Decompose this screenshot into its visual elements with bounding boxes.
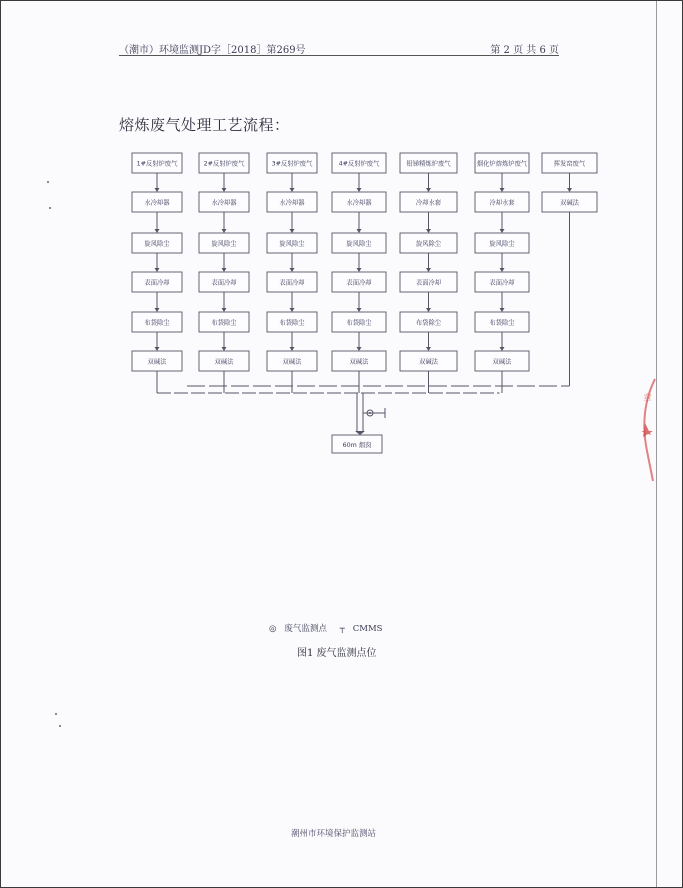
process-box-label: 布袋除尘: [415, 319, 442, 327]
flow-arrow-head: [426, 347, 431, 351]
flow-arrow-head: [290, 229, 295, 233]
process-box-label: 4#反射炉废气: [338, 160, 380, 168]
flow-arrow-head: [357, 308, 362, 312]
flow-arrow-head: [500, 308, 505, 312]
flow-arrow-head: [426, 268, 431, 272]
process-box-label: 旋风除尘: [346, 240, 372, 248]
process-box-label: 表面冷却: [489, 279, 515, 287]
flow-arrow-head: [222, 268, 227, 272]
section-title: 熔炼废气处理工艺流程：: [119, 116, 290, 134]
stack-box-label: 60m 烟囱: [342, 442, 372, 449]
process-box-label: 表面冷却: [346, 279, 372, 287]
process-box-label: 布袋除尘: [346, 319, 372, 327]
process-box-label: 1#反射炉废气: [136, 160, 178, 168]
process-box-label: 烟化炉熔炼炉废气: [476, 160, 528, 168]
page-number: 第 2 页 共 6 页: [490, 45, 559, 56]
flow-arrow-head: [500, 268, 505, 272]
flow-arrow-head: [357, 268, 362, 272]
flow-arrow-head: [426, 188, 431, 192]
process-box-label: 水冷却器: [211, 199, 237, 207]
svg-text:章: 章: [643, 394, 653, 404]
process-box-label: 双碱法: [560, 199, 579, 207]
flow-arrow-head: [426, 229, 431, 233]
process-flow-diagram: [1, 1, 683, 888]
scan-speck: [47, 181, 49, 183]
flow-arrow-head: [357, 347, 362, 351]
page-footer: 潮州市环境保护监测站: [291, 829, 377, 839]
flow-arrow-head: [222, 229, 227, 233]
process-box-label: 水冷却器: [144, 199, 170, 207]
flow-arrow-head: [290, 347, 295, 351]
report-number: （潮市）环境监测JD字［2018］第269号: [119, 45, 306, 56]
flow-arrow-head: [155, 268, 160, 272]
flow-arrow-head: [155, 229, 160, 233]
scan-speck: [49, 207, 51, 209]
cmms-label: CMMS: [352, 624, 383, 634]
flow-arrow-head: [357, 229, 362, 233]
process-box-label: 双碱法: [282, 358, 302, 366]
process-box-label: 双碱法: [419, 358, 438, 366]
flow-arrow-head: [500, 188, 505, 192]
flow-arrow-head: [290, 308, 295, 312]
process-box-label: 旋风除尘: [279, 240, 305, 248]
process-box-label: 冷却水套: [489, 199, 515, 207]
process-box-label: 冷却水套: [415, 199, 442, 207]
process-box-label: 表面冷却: [211, 279, 237, 287]
process-box-label: 布袋除尘: [279, 319, 305, 327]
flow-arrow-head: [290, 268, 295, 272]
process-box-label: 双碱法: [349, 358, 369, 366]
process-box-label: 布袋除尘: [489, 319, 515, 327]
process-box-label: 铅锑精炼炉废气: [406, 160, 451, 168]
monitoring-point-symbol: ◎: [269, 624, 277, 634]
flow-arrow-head: [222, 347, 227, 351]
process-box-label: 旋风除尘: [211, 240, 237, 248]
process-box-label: 布袋除尘: [144, 319, 170, 327]
process-box-label: 3#反射炉废气: [271, 160, 313, 168]
flow-arrow-head: [222, 308, 227, 312]
flow-arrow-head: [155, 308, 160, 312]
process-box-label: 2#反射炉废气: [203, 160, 245, 168]
flow-arrow-head: [155, 188, 160, 192]
process-box-label: 旋风除尘: [144, 240, 170, 248]
process-box-label: 表面冷却: [415, 279, 442, 287]
process-box-label: 表面冷却: [144, 279, 170, 287]
flow-arrow-head: [426, 308, 431, 312]
process-box-label: 旋风除尘: [489, 240, 515, 248]
process-box-label: 双碱法: [492, 358, 512, 366]
flow-arrow-head: [567, 188, 572, 192]
scan-speck: [55, 713, 57, 715]
legend: [269, 622, 383, 634]
process-box-label: 表面冷却: [279, 279, 305, 287]
process-box-label: 旋风除尘: [415, 240, 442, 248]
process-box-label: 水冷却器: [346, 199, 372, 207]
process-box-label: 双碱法: [147, 358, 167, 366]
process-box-label: 布袋除尘: [211, 319, 237, 327]
process-box-label: 双碱法: [214, 358, 234, 366]
process-box-label: 挥发窑废气: [553, 160, 586, 168]
flow-arrow-head: [500, 347, 505, 351]
cmms-symbol: ┬: [339, 624, 345, 634]
flow-arrow-head: [222, 188, 227, 192]
flow-arrow-head: [355, 431, 365, 435]
flow-arrow-head: [357, 188, 362, 192]
flow-arrow-head: [290, 188, 295, 192]
figure-caption: 图1 废气监测点位: [297, 648, 377, 659]
scan-speck: [59, 725, 61, 727]
monitoring-point-label: 废气监测点: [284, 624, 327, 634]
official-seal-stamp: [631, 371, 661, 491]
process-box-label: 水冷却器: [279, 199, 305, 207]
flow-arrow-head: [500, 229, 505, 233]
flow-arrow-head: [155, 347, 160, 351]
